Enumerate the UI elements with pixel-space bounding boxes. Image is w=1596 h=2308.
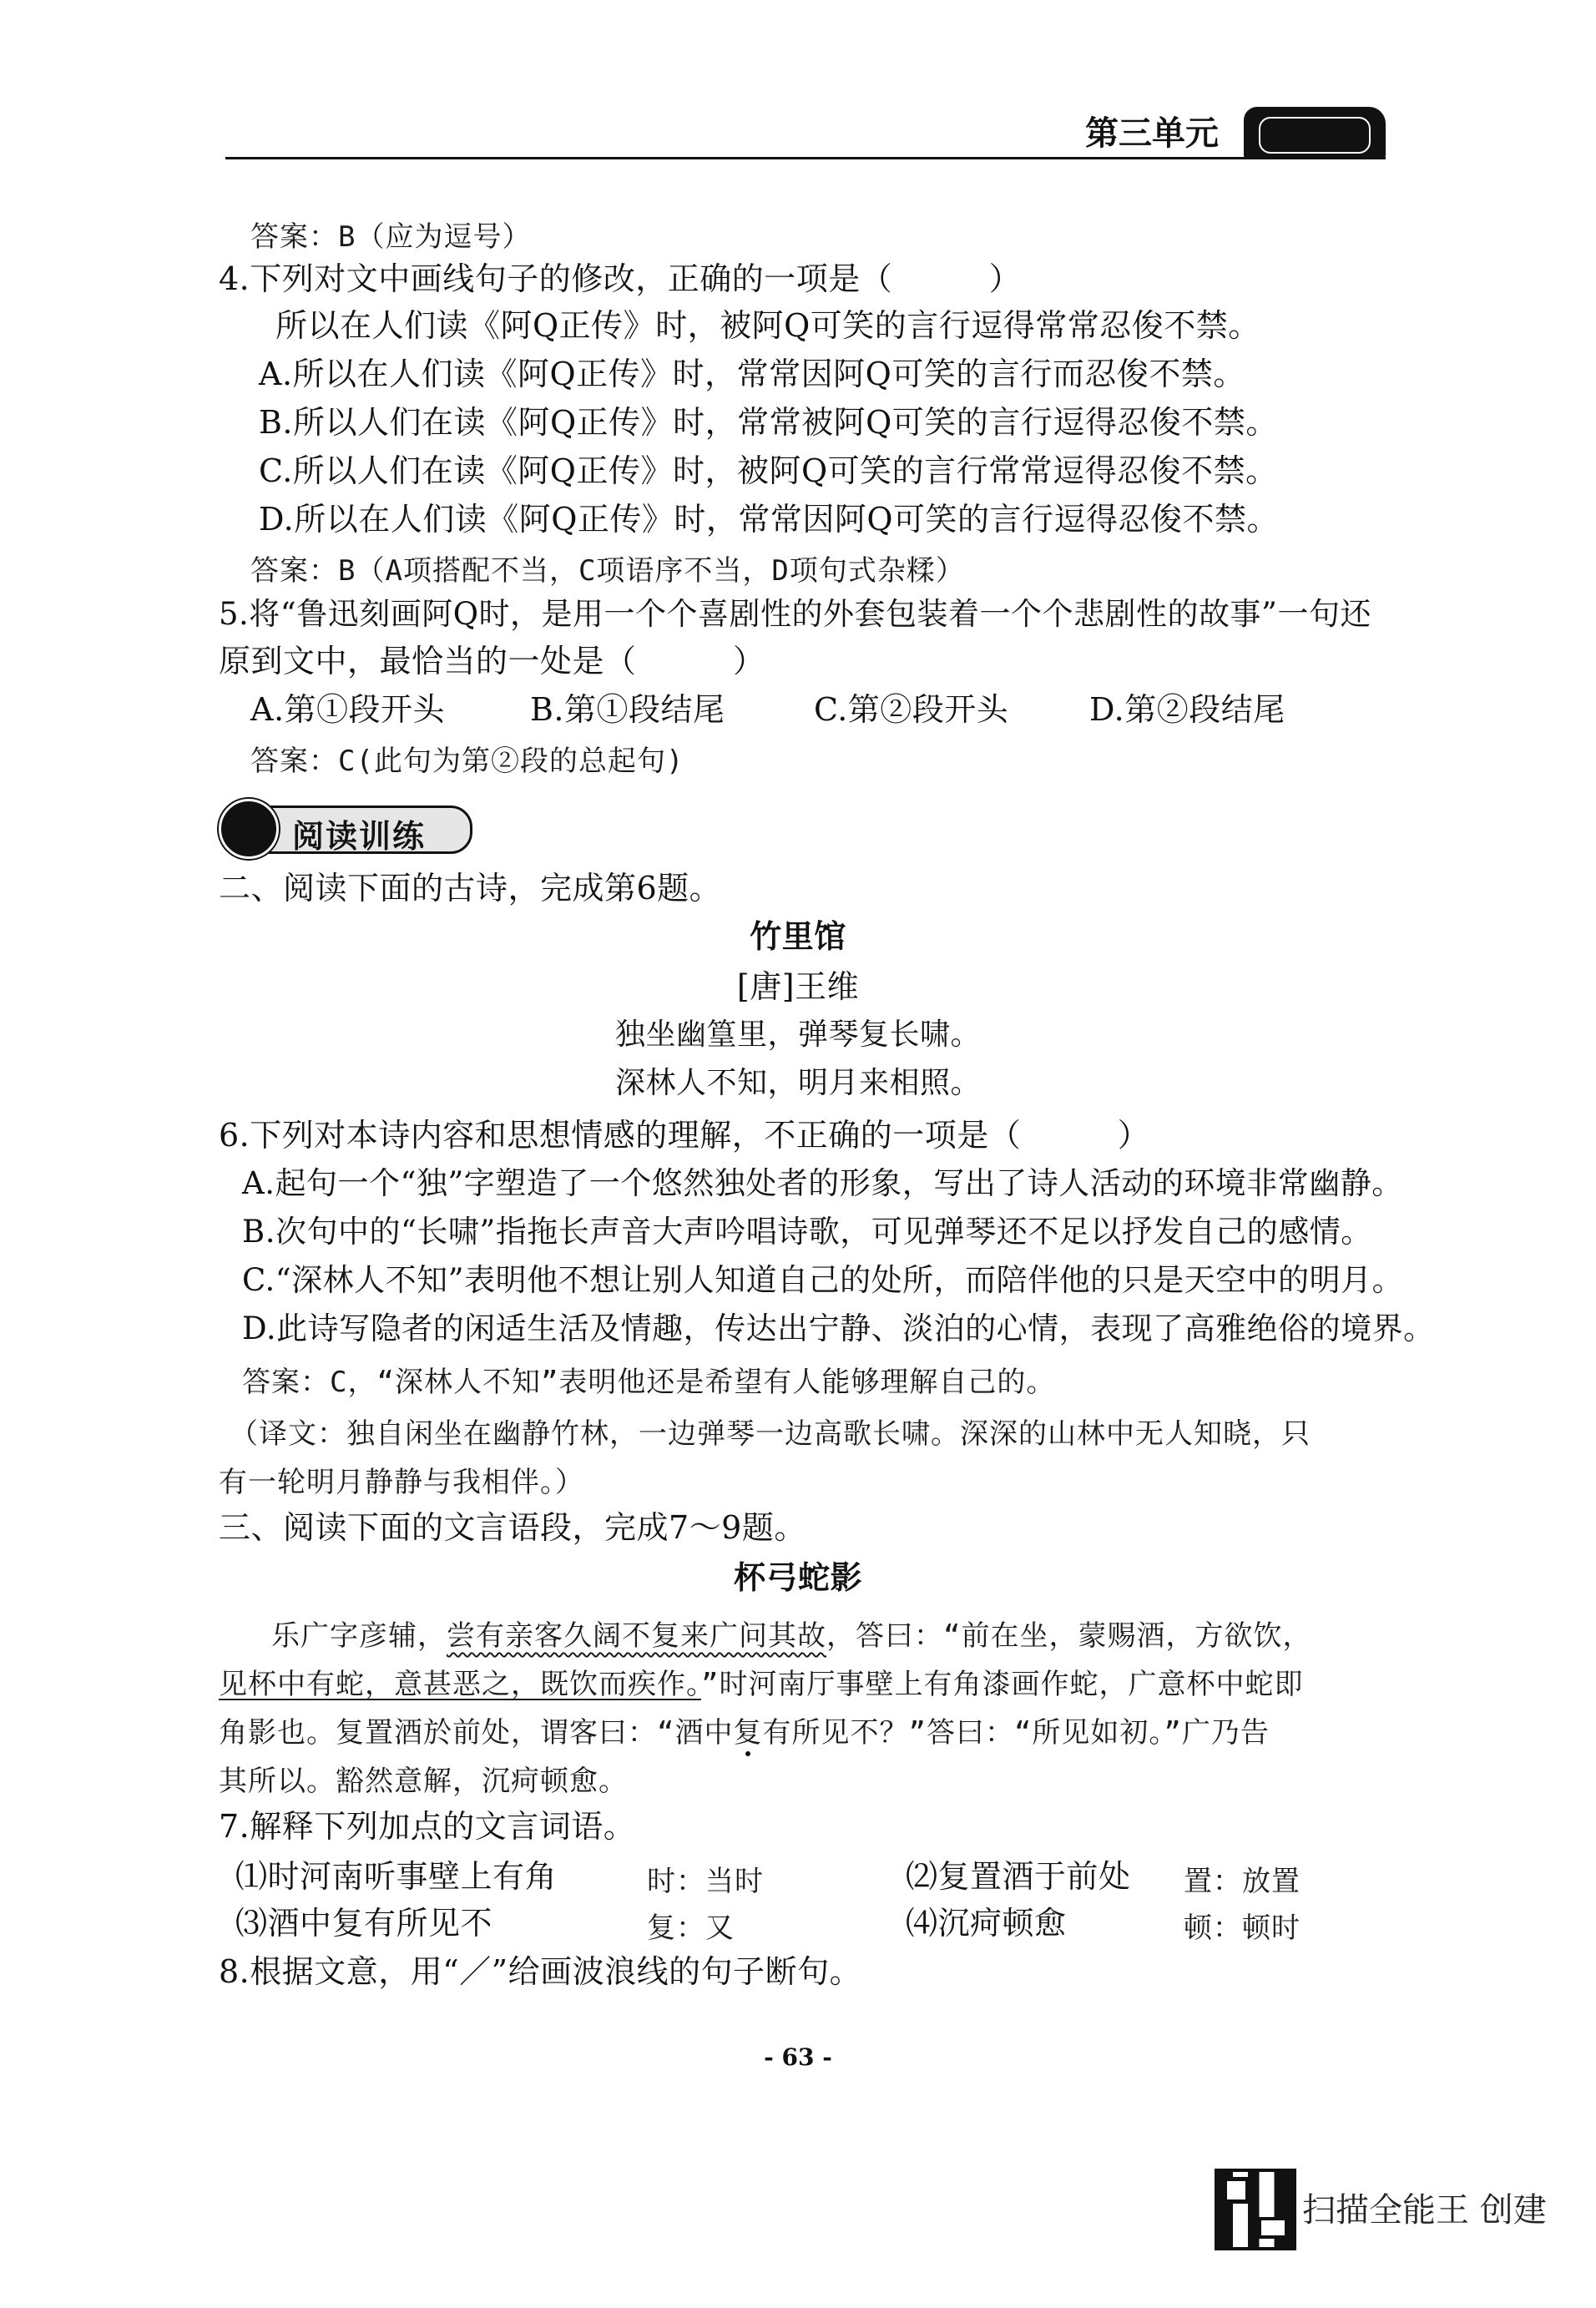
story-text: ”时河南厅事壁上有角漆画作蛇，广意杯中蛇即 bbox=[701, 1668, 1304, 1701]
answer-6: 答案：C，“深林人不知”表明他还是希望有人能够理解自己的。 bbox=[242, 1366, 1056, 1399]
reading-training-badge bbox=[219, 799, 469, 854]
answer-4: 答案：B（A项搭配不当，C项语序不当，D项句式杂糅） bbox=[250, 554, 965, 588]
question-6-option-c: C.“深林人不知”表明他不想让别人知道自己的处所，而陪伴他的只是天空中的明月。 bbox=[242, 1262, 1404, 1298]
story-text: 角影也。复置酒於前处，谓客曰：“酒中 bbox=[219, 1716, 734, 1750]
question-7-answer-2: 置：放置 bbox=[1184, 1865, 1301, 1898]
poem-author: [唐]王维 bbox=[736, 968, 860, 1005]
poem-title: 竹里馆 bbox=[750, 918, 846, 955]
question-7: 7.解释下列加点的文言词语。 bbox=[219, 1808, 636, 1845]
unit-logo-icon bbox=[1244, 107, 1386, 159]
answer-3: 答案：B（应为逗号） bbox=[250, 220, 532, 254]
translation-line-1: （译文：独自闲坐在幽静竹林，一边弹琴一边高歌长啸。深深的山林中无人知晓，只 bbox=[230, 1417, 1311, 1451]
story-text: 乐广字彦辅， bbox=[271, 1619, 447, 1653]
underlined-sentence: 见杯中有蛇，意甚恶之，既饮而疾作。 bbox=[219, 1668, 701, 1701]
dotted-word: 复 bbox=[733, 1716, 763, 1750]
question-7-answer-1: 时：当时 bbox=[647, 1865, 764, 1898]
question-5-line-1: 5.将“鲁迅刻画阿Q时，是用一个个喜剧性的外套包装着一个个悲剧性的故事”一句还 bbox=[219, 596, 1371, 632]
question-5-option-d: D.第②段结尾 bbox=[1089, 691, 1285, 728]
poem-line-1: 独坐幽篁里，弹琴复长啸。 bbox=[614, 1018, 981, 1052]
question-6-option-b: B.次句中的“长啸”指拖长声音大声吟唱诗歌，可见弹琴还不足以抒发自己的感情。 bbox=[242, 1214, 1372, 1250]
answer-5: 答案：C(此句为第②段的总起句) bbox=[250, 745, 684, 778]
translation-line-2: 有一轮明月静静与我相伴。） bbox=[219, 1466, 584, 1499]
section-label: 阅读训练 bbox=[292, 818, 427, 855]
story-title: 杯弓蛇影 bbox=[733, 1559, 862, 1596]
section-2-heading: 二、阅读下面的古诗，完成第6题。 bbox=[219, 870, 722, 907]
question-4-option-b: B.所以人们在读《阿Q正传》时，常常被阿Q可笑的言行逗得忍俊不禁。 bbox=[259, 404, 1278, 441]
story-line-4: 其所以。豁然意解，沉疴顿愈。 bbox=[219, 1765, 628, 1798]
story-line-2 bbox=[219, 1661, 1303, 1702]
story-line-1 bbox=[271, 1613, 1311, 1654]
section-3-heading: 三、阅读下面的文言语段，完成7～9题。 bbox=[219, 1509, 806, 1546]
question-6-option-d: D.此诗写隐者的闲适生活及情趣，传达出宁静、淡泊的心情，表现了高雅绝俗的境界。 bbox=[242, 1311, 1435, 1346]
page-number: - 63 - bbox=[764, 2043, 832, 2071]
unit-title: 第三单元 bbox=[1085, 114, 1219, 153]
question-7-item-3: ⑶酒中复有所见不 bbox=[235, 1905, 493, 1942]
question-7-item-1: ⑴时河南听事壁上有角 bbox=[235, 1858, 558, 1895]
section-logo-icon bbox=[219, 799, 279, 859]
question-4-sentence: 所以在人们读《阿Q正传》时，被阿Q可笑的言行逗得常常忍俊不禁。 bbox=[275, 307, 1260, 344]
question-7-answer-3: 复：又 bbox=[647, 1912, 735, 1945]
question-4-option-d: D.所以在人们读《阿Q正传》时，常常因阿Q可笑的言行逗得忍俊不禁。 bbox=[259, 501, 1280, 538]
question-7-item-4: ⑷沉疴顿愈 bbox=[906, 1905, 1067, 1942]
wavy-underlined-sentence: 尝有亲客久阔不复来广问其故 bbox=[447, 1619, 826, 1653]
story-text: ，答曰：“前在坐，蒙赐酒，方欲饮， bbox=[826, 1619, 1312, 1653]
question-6-option-a: A.起句一个“独”字塑造了一个悠然独处者的形象，写出了诗人活动的环境非常幽静。 bbox=[242, 1165, 1403, 1201]
story-line-3 bbox=[219, 1710, 1270, 1750]
question-5-option-a: A.第①段开头 bbox=[250, 691, 446, 728]
question-4-option-c: C.所以人们在读《阿Q正传》时，被阿Q可笑的言行常常逗得忍俊不禁。 bbox=[259, 452, 1278, 489]
question-4: 4.下列对文中画线句子的修改，正确的一项是（ ） bbox=[219, 260, 1022, 297]
question-5-option-b: B.第①段结尾 bbox=[530, 691, 725, 728]
question-5-line-2: 原到文中，最恰当的一处是（ ） bbox=[219, 643, 765, 679]
scanner-watermark: 扫描全能王 创建 bbox=[1302, 2191, 1547, 2230]
header-rule bbox=[225, 157, 1386, 159]
question-6: 6.下列对本诗内容和思想情感的理解，不正确的一项是（ ） bbox=[219, 1117, 1150, 1154]
question-7-answer-4: 顿：顿时 bbox=[1184, 1912, 1301, 1945]
story-text: 有所见不？”答曰：“所见如初。”广乃告 bbox=[762, 1716, 1270, 1750]
qr-code-icon bbox=[1215, 2169, 1296, 2250]
question-4-option-a: A.所以在人们读《阿Q正传》时，常常因阿Q可笑的言行而忍俊不禁。 bbox=[259, 356, 1245, 392]
question-7-item-2: ⑵复置酒于前处 bbox=[906, 1858, 1131, 1895]
question-8: 8.根据文意，用“／”给画波浪线的句子断句。 bbox=[219, 1953, 862, 1990]
poem-line-2: 深林人不知，明月来相照。 bbox=[614, 1066, 981, 1100]
question-5-option-c: C.第②段开头 bbox=[814, 691, 1009, 728]
